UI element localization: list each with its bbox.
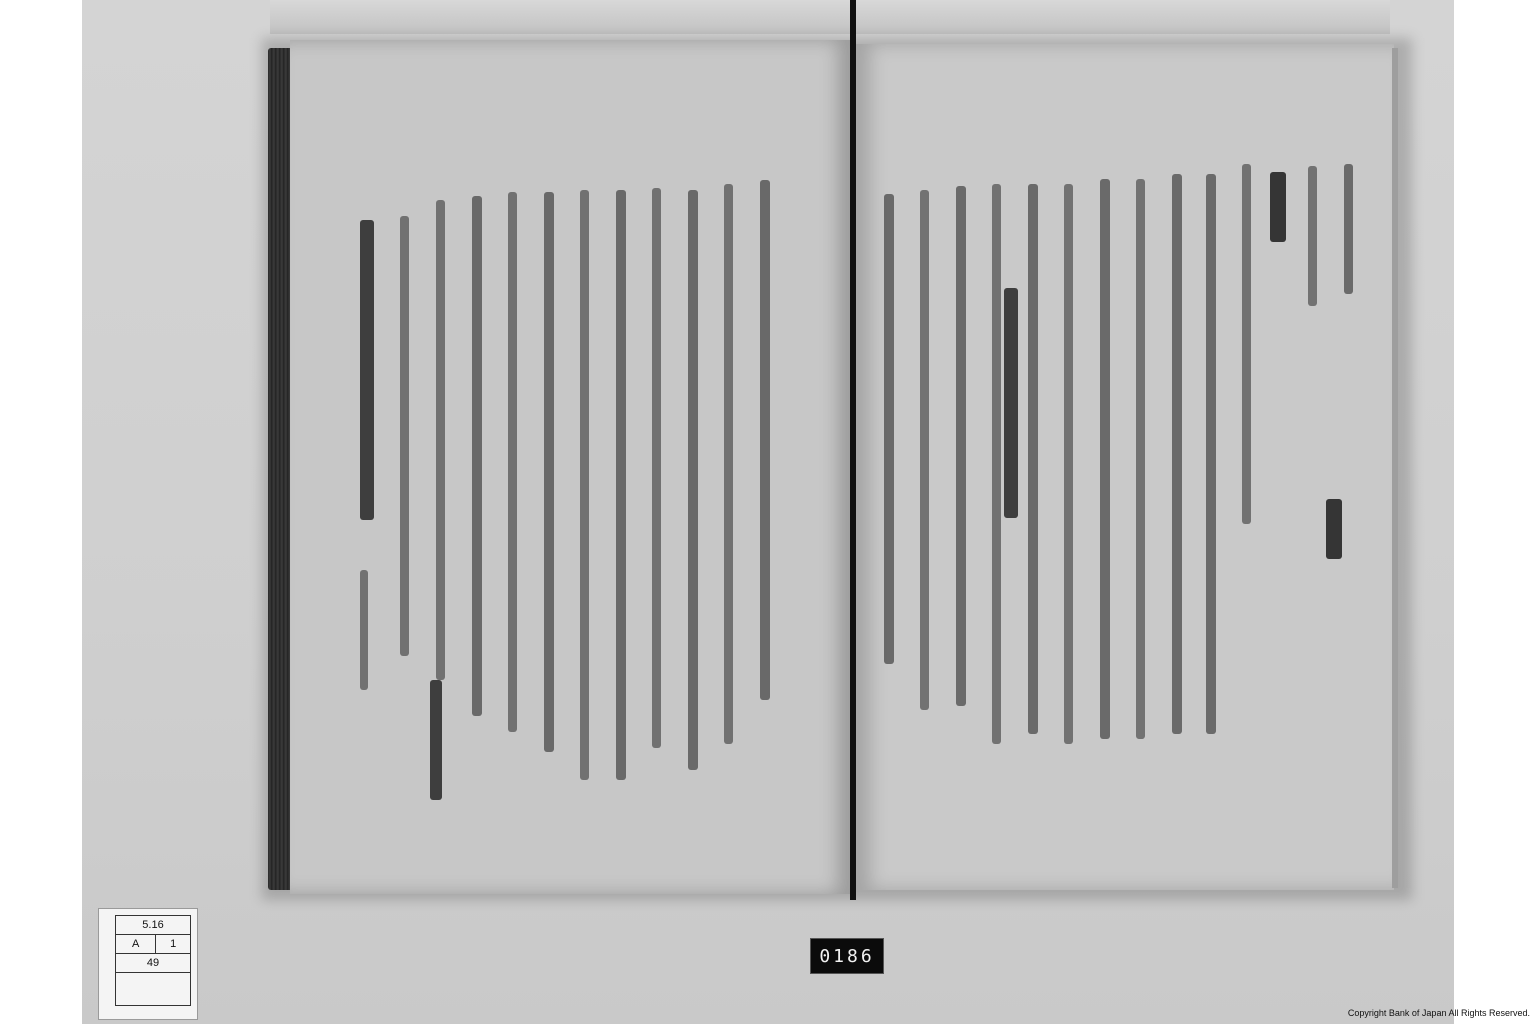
ink-column (1136, 179, 1145, 739)
ink-column (508, 192, 517, 732)
ink-column (472, 196, 482, 716)
ink-column (580, 190, 589, 780)
ink-column (400, 216, 409, 656)
book-gutter (850, 0, 856, 900)
label-cell: 5.16 (116, 916, 191, 935)
ink-column (1206, 174, 1216, 734)
ink-column (688, 190, 698, 770)
label-cell: 49 (116, 954, 191, 973)
ink-column (1242, 164, 1251, 524)
label-cell (116, 973, 191, 1006)
page-stack-edge (268, 48, 292, 890)
left-page (290, 40, 852, 894)
ink-column (1064, 184, 1073, 744)
label-cell: 1 (156, 935, 191, 954)
ink-column (956, 186, 966, 706)
right-page-edge (1392, 48, 1398, 888)
archive-label-table (115, 915, 191, 1006)
ink-column (616, 190, 626, 780)
ink-column (920, 190, 929, 710)
ink-column (724, 184, 733, 744)
ink-column (1326, 499, 1342, 559)
copyright-notice: Copyright Bank of Japan All Rights Reserved. (1347, 1008, 1530, 1018)
ink-column (760, 180, 770, 700)
ink-column (544, 192, 554, 752)
ink-column (436, 200, 445, 680)
frame-number-badge: 0186 (810, 938, 884, 974)
ink-column (652, 188, 661, 748)
ink-column (884, 194, 894, 664)
ink-column (1100, 179, 1110, 739)
ink-column (1004, 288, 1018, 518)
ink-column (360, 570, 368, 690)
ink-column (1028, 184, 1038, 734)
ink-column (992, 184, 1001, 744)
ink-column (1172, 174, 1182, 734)
right-page (856, 44, 1394, 890)
label-cell: A (116, 935, 156, 954)
top-fixture-strip (270, 0, 1390, 34)
